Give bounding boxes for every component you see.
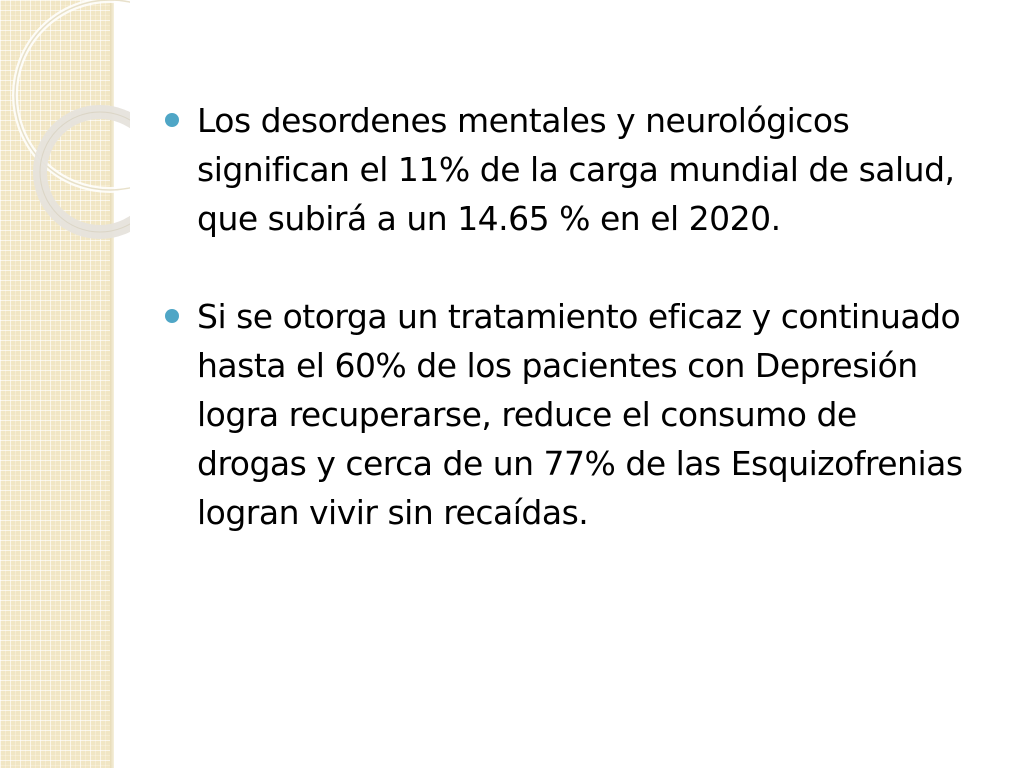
bullet-list — [165, 96, 975, 586]
large-ring-outline — [15, 0, 130, 190]
bullet-text-2: Si se otorga un tratamiento eficaz y continuado hasta el 60% de los pacientes con Depresión logra recuperarse, reduce el consumo de drogas y cerca de un 77% de las Esquizofrenias logran vivir sin recaídas. — [197, 297, 963, 532]
bullet-dot-icon — [165, 113, 179, 127]
bullet-dot-icon — [165, 309, 179, 323]
bullet-item-1 — [165, 96, 975, 243]
bullet-item-2 — [165, 292, 975, 537]
bullet-text-1: Los desordenes mentales y neurológicos significan el 11% de la carga mundial de salud, que subirá a un 14.65 % en el 2020. — [197, 101, 955, 238]
decorative-rings — [0, 0, 130, 260]
large-ring — [15, 0, 130, 190]
